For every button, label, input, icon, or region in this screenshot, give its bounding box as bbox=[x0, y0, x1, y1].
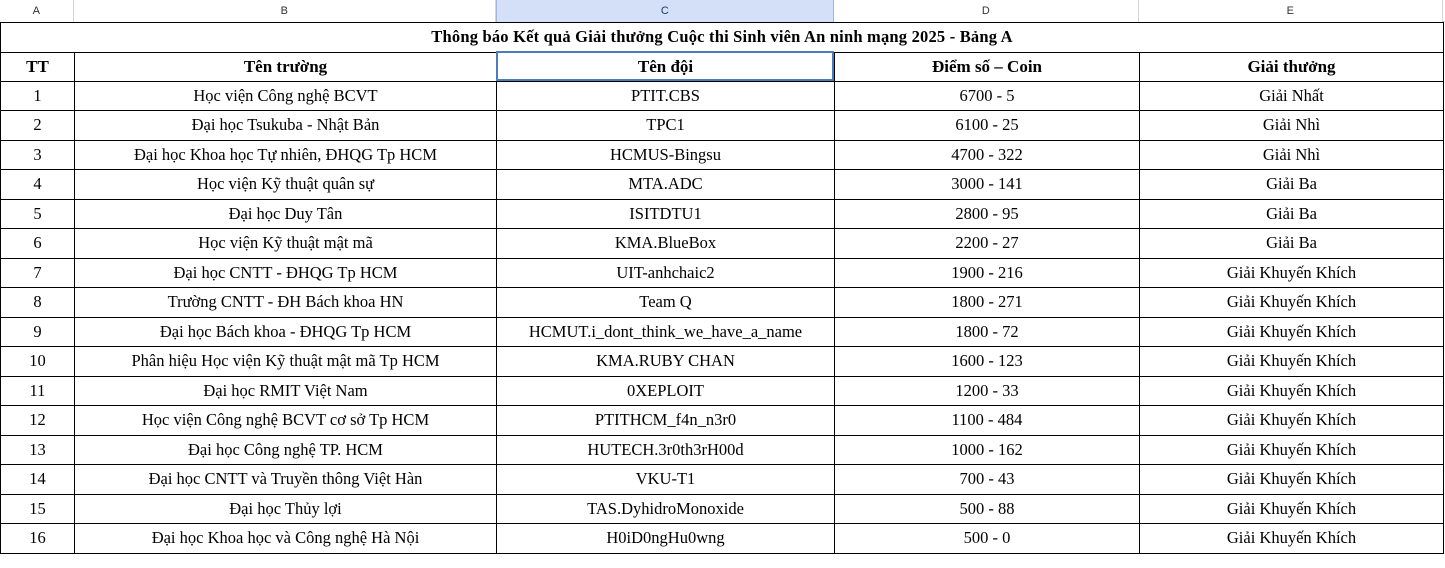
table-row bbox=[1, 406, 1444, 436]
cell-school[interactable]: Đại học Bách khoa - ĐHQG Tp HCM bbox=[75, 317, 497, 347]
cell-team[interactable]: PTIT.CBS bbox=[497, 81, 835, 111]
cell-team[interactable]: ISITDTU1 bbox=[497, 199, 835, 229]
cell-prize[interactable]: Giải Khuyến Khích bbox=[1140, 494, 1444, 524]
cell-team[interactable]: HCMUS-Bingsu bbox=[497, 140, 835, 170]
cell-school[interactable]: Học viện Kỹ thuật mật mã bbox=[75, 229, 497, 259]
table-row bbox=[1, 288, 1444, 318]
table-row bbox=[1, 140, 1444, 170]
cell-tt[interactable]: 14 bbox=[1, 465, 75, 495]
column-label-score[interactable]: Điểm số – Coin bbox=[835, 52, 1140, 81]
column-header-bar bbox=[0, 0, 1445, 22]
cell-tt[interactable]: 3 bbox=[1, 140, 75, 170]
cell-team[interactable]: MTA.ADC bbox=[497, 170, 835, 200]
table-row bbox=[1, 376, 1444, 406]
cell-prize[interactable]: Giải Ba bbox=[1140, 229, 1444, 259]
cell-team[interactable]: TPC1 bbox=[497, 111, 835, 141]
cell-school[interactable]: Đại học Thủy lợi bbox=[75, 494, 497, 524]
table-header-row bbox=[1, 52, 1444, 81]
cell-score[interactable]: 1800 - 72 bbox=[835, 317, 1140, 347]
column-header-e[interactable]: E bbox=[1139, 0, 1443, 22]
cell-team[interactable]: KMA.RUBY CHAN bbox=[497, 347, 835, 377]
cell-prize[interactable]: Giải Khuyến Khích bbox=[1140, 465, 1444, 495]
cell-tt[interactable]: 7 bbox=[1, 258, 75, 288]
cell-team[interactable]: Team Q bbox=[497, 288, 835, 318]
cell-score[interactable]: 1000 - 162 bbox=[835, 435, 1140, 465]
table-row bbox=[1, 229, 1444, 259]
table-row bbox=[1, 111, 1444, 141]
cell-school[interactable]: Học viện Kỹ thuật quân sự bbox=[75, 170, 497, 200]
cell-school[interactable]: Đại học Tsukuba - Nhật Bản bbox=[75, 111, 497, 141]
cell-prize[interactable]: Giải Khuyến Khích bbox=[1140, 406, 1444, 436]
cell-prize[interactable]: Giải Khuyến Khích bbox=[1140, 435, 1444, 465]
page-title[interactable]: Thông báo Kết quả Giải thưởng Cuộc thi Sinh viên An ninh mạng 2025 - Bảng A bbox=[1, 23, 1444, 53]
cell-score[interactable]: 500 - 0 bbox=[835, 524, 1140, 554]
table-row bbox=[1, 435, 1444, 465]
cell-school[interactable]: Đại học RMIT Việt Nam bbox=[75, 376, 497, 406]
cell-score[interactable]: 500 - 88 bbox=[835, 494, 1140, 524]
column-label-team[interactable]: Tên đội bbox=[497, 52, 835, 81]
cell-score[interactable]: 1800 - 271 bbox=[835, 288, 1140, 318]
cell-prize[interactable]: Giải Khuyến Khích bbox=[1140, 288, 1444, 318]
cell-score[interactable]: 3000 - 141 bbox=[835, 170, 1140, 200]
cell-school[interactable]: Đại học CNTT và Truyền thông Việt Hàn bbox=[75, 465, 497, 495]
table-row bbox=[1, 258, 1444, 288]
cell-prize[interactable]: Giải Khuyến Khích bbox=[1140, 317, 1444, 347]
cell-team[interactable]: HUTECH.3r0th3rH00d bbox=[497, 435, 835, 465]
cell-tt[interactable]: 1 bbox=[1, 81, 75, 111]
column-label-prize[interactable]: Giải thưởng bbox=[1140, 52, 1444, 81]
cell-prize[interactable]: Giải Khuyến Khích bbox=[1140, 347, 1444, 377]
column-header-b[interactable]: B bbox=[74, 0, 496, 22]
column-header-a[interactable]: A bbox=[0, 0, 74, 22]
cell-tt[interactable]: 6 bbox=[1, 229, 75, 259]
table-row bbox=[1, 347, 1444, 377]
column-label-school[interactable]: Tên trường bbox=[75, 52, 497, 81]
results-table bbox=[0, 22, 1444, 554]
cell-team[interactable]: KMA.BlueBox bbox=[497, 229, 835, 259]
cell-score[interactable]: 6700 - 5 bbox=[835, 81, 1140, 111]
cell-school[interactable]: Học viện Công nghệ BCVT bbox=[75, 81, 497, 111]
cell-tt[interactable]: 15 bbox=[1, 494, 75, 524]
cell-prize[interactable]: Giải Khuyến Khích bbox=[1140, 376, 1444, 406]
cell-tt[interactable]: 5 bbox=[1, 199, 75, 229]
cell-school[interactable]: Học viện Công nghệ BCVT cơ sở Tp HCM bbox=[75, 406, 497, 436]
title-row bbox=[1, 23, 1444, 53]
cell-prize[interactable]: Giải Ba bbox=[1140, 199, 1444, 229]
cell-tt[interactable]: 16 bbox=[1, 524, 75, 554]
table-row bbox=[1, 524, 1444, 554]
cell-prize[interactable]: Giải Khuyến Khích bbox=[1140, 524, 1444, 554]
cell-prize[interactable]: Giải Ba bbox=[1140, 170, 1444, 200]
cell-school[interactable]: Đại học Khoa học Tự nhiên, ĐHQG Tp HCM bbox=[75, 140, 497, 170]
cell-prize[interactable]: Giải Nhì bbox=[1140, 140, 1444, 170]
cell-tt[interactable]: 12 bbox=[1, 406, 75, 436]
cell-prize[interactable]: Giải Khuyến Khích bbox=[1140, 258, 1444, 288]
cell-prize[interactable]: Giải Nhất bbox=[1140, 81, 1444, 111]
cell-score[interactable]: 700 - 43 bbox=[835, 465, 1140, 495]
cell-tt[interactable]: 10 bbox=[1, 347, 75, 377]
cell-score[interactable]: 4700 - 322 bbox=[835, 140, 1140, 170]
cell-tt[interactable]: 4 bbox=[1, 170, 75, 200]
cell-score[interactable]: 1100 - 484 bbox=[835, 406, 1140, 436]
cell-score[interactable]: 1600 - 123 bbox=[835, 347, 1140, 377]
table-row bbox=[1, 81, 1444, 111]
cell-team[interactable]: HCMUT.i_dont_think_we_have_a_name bbox=[497, 317, 835, 347]
cell-team[interactable]: TAS.DyhidroMonoxide bbox=[497, 494, 835, 524]
cell-team[interactable]: PTITHCM_f4n_n3r0 bbox=[497, 406, 835, 436]
cell-tt[interactable]: 11 bbox=[1, 376, 75, 406]
cell-team[interactable]: VKU-T1 bbox=[497, 465, 835, 495]
table-row bbox=[1, 494, 1444, 524]
sheet-grid[interactable] bbox=[0, 22, 1445, 568]
cell-team[interactable]: H0iD0ngHu0wng bbox=[497, 524, 835, 554]
cell-school[interactable]: Đại học Duy Tân bbox=[75, 199, 497, 229]
column-header-d[interactable]: D bbox=[834, 0, 1139, 22]
cell-school[interactable]: Đại học Khoa học và Công nghệ Hà Nội bbox=[75, 524, 497, 554]
table-row bbox=[1, 199, 1444, 229]
table-row bbox=[1, 465, 1444, 495]
table-row bbox=[1, 317, 1444, 347]
cell-school[interactable]: Đại học CNTT - ĐHQG Tp HCM bbox=[75, 258, 497, 288]
cell-score[interactable]: 2200 - 27 bbox=[835, 229, 1140, 259]
cell-team[interactable]: UIT-anhchaic2 bbox=[497, 258, 835, 288]
cell-school[interactable]: Trường CNTT - ĐH Bách khoa HN bbox=[75, 288, 497, 318]
cell-score[interactable]: 1900 - 216 bbox=[835, 258, 1140, 288]
cell-score[interactable]: 2800 - 95 bbox=[835, 199, 1140, 229]
cell-prize[interactable]: Giải Nhì bbox=[1140, 111, 1444, 141]
cell-team[interactable]: 0XEPLOIT bbox=[497, 376, 835, 406]
column-header-c[interactable]: C bbox=[496, 0, 834, 22]
column-label-tt[interactable]: TT bbox=[1, 52, 75, 81]
cell-score[interactable]: 1200 - 33 bbox=[835, 376, 1140, 406]
cell-tt[interactable]: 13 bbox=[1, 435, 75, 465]
cell-school[interactable]: Phân hiệu Học viện Kỹ thuật mật mã Tp HCM bbox=[75, 347, 497, 377]
cell-tt[interactable]: 9 bbox=[1, 317, 75, 347]
cell-tt[interactable]: 8 bbox=[1, 288, 75, 318]
cell-score[interactable]: 6100 - 25 bbox=[835, 111, 1140, 141]
table-row bbox=[1, 170, 1444, 200]
cell-tt[interactable]: 2 bbox=[1, 111, 75, 141]
cell-school[interactable]: Đại học Công nghệ TP. HCM bbox=[75, 435, 497, 465]
